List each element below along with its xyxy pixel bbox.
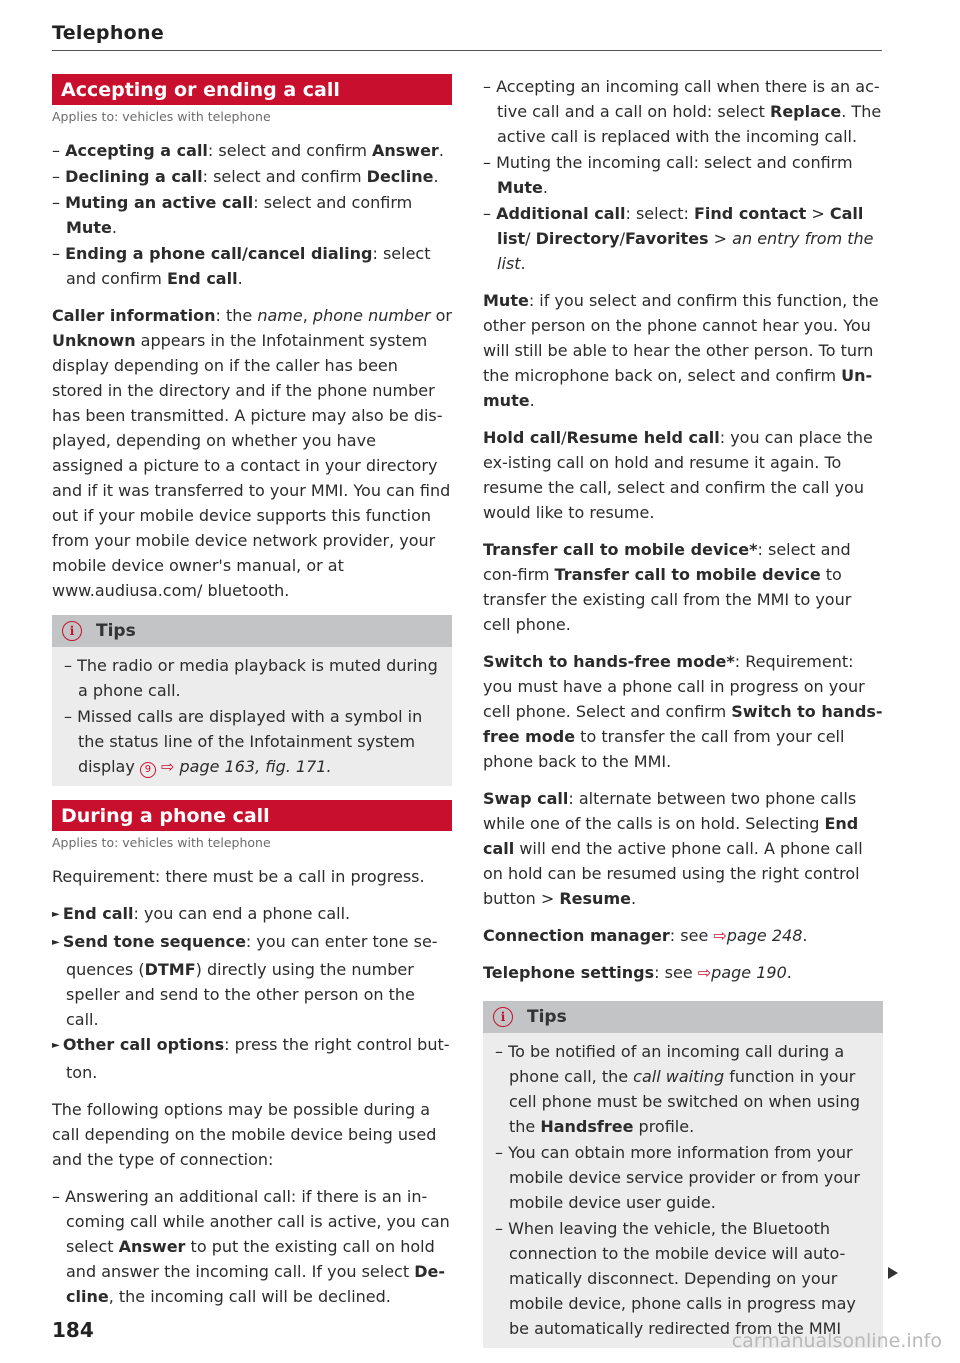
caller-information-paragraph: Caller information: the name, phone number or Unknown appears in the Infotainment system display depending on if the caller has been stored in the directory and if the phone number has been transmitted. A picture may also be dis-played, depending on whether you have assigned a picture to a contact in your directory and if it was transferred to your MMI. You can find out if your mobile device supports this function from your mobile device network provider, your mobile device owner's manual, or at www.audiusa.com/ bluetooth. <box>52 306 452 600</box>
page-ref-arrow-icon: ⇨ <box>713 926 727 945</box>
chapter-title: Telephone <box>52 22 165 44</box>
call-actions-list <box>52 138 452 291</box>
swap-call-paragraph: Swap call: alternate between two phone calls while one of the calls is on hold. Selecting End call will end the active phone call. A phone call on hold can be resumed using the right control button > Resume. <box>483 789 863 908</box>
section-heading-during-call: During a phone call <box>52 800 452 831</box>
tips-header <box>483 1001 883 1033</box>
requirement-text: Requirement: there must be a call in progress. <box>52 867 425 886</box>
tips-box <box>483 1001 883 1348</box>
page-ref-arrow-icon: ⇨ <box>697 963 712 982</box>
applies-to-note: Applies to: vehicles with telephone <box>52 835 271 850</box>
telephone-settings-paragraph: Telephone settings: see ⇨page 190. <box>483 963 792 982</box>
tips-title: Tips <box>96 621 136 641</box>
tips-body <box>52 647 452 786</box>
right-column <box>483 74 883 1362</box>
connection-manager-paragraph: Connection manager: see ⇨page 248. <box>483 926 808 945</box>
options-list-right <box>483 74 883 276</box>
list-item: – When leaving the vehicle, the Bluetooth connection to the mobile device will auto-matically disconnect. Depending on your mobile device, phone calls in progress may be automatically redirected from the MMI <box>495 1216 873 1341</box>
tips-list <box>64 653 442 779</box>
hands-free-paragraph: Switch to hands-free mode*: Requirement: you must have a phone call in progress on your cell phone. Select and confirm Switch to hands-free mode to transfer the call from your cell phone back to the MMI. <box>483 652 883 771</box>
page-reference[interactable]: page 163, fig. 171. <box>179 757 332 776</box>
during-call-steps <box>52 901 452 1085</box>
list-item: – Answering an additional call: if there is an in-coming call while another call is active, you can select Answer to put the existing call on hold and answer the incoming call. If you select De-cline, the incoming call will be declined. <box>52 1184 452 1309</box>
tips-list <box>495 1039 873 1341</box>
list-item: – Declining a call: select and confirm Decline. <box>52 164 452 189</box>
list-item: – Muting the incoming call: select and confirm Mute. <box>483 150 883 200</box>
page-header <box>52 22 882 51</box>
page-reference[interactable]: page 248 <box>726 926 803 945</box>
list-item: ► Other call options: press the right control but-ton. <box>52 1032 452 1085</box>
list-item: – Additional call: select: Find contact > Call list/ Directory/Favorites > an entry from the list. <box>483 201 883 276</box>
list-item: – To be notified of an incoming call during a phone call, the call waiting function in your cell phone must be switched on when using the Handsfree profile. <box>495 1039 873 1139</box>
page-reference[interactable]: page 190 <box>711 963 787 982</box>
watermark: carmanualsonline.info <box>731 1330 942 1352</box>
list-item: – The radio or media playback is muted during a phone call. <box>64 653 442 703</box>
tips-box <box>52 615 452 786</box>
list-item: – Accepting an incoming call when there is an ac-tive call and a call on hold: select Replace. The active call is replaced with the incoming call. <box>483 74 883 149</box>
section-heading-accepting: Accepting or ending a call <box>52 74 452 105</box>
list-item: – Ending a phone call/cancel dialing: select and confirm End call. <box>52 241 452 291</box>
tips-title: Tips <box>527 1007 567 1027</box>
list-item: – Missed calls are displayed with a symbol in the status line of the Infotainment system display 9 ⇨ page 163, fig. 171. <box>64 704 442 779</box>
page-ref-arrow-icon: ⇨ <box>161 757 175 776</box>
list-item: ► End call: you can end a phone call. <box>52 901 452 929</box>
applies-to-note: Applies to: vehicles with telephone <box>52 109 271 124</box>
list-item: ► Send tone sequence: you can enter tone se-quences (DTMF) directly using the number speller and send to the other person on the call. <box>52 929 452 1032</box>
options-list-left <box>52 1184 452 1309</box>
following-options-text: The following options may be possible during a call depending on the mobile device being used and the type of connection: <box>52 1100 437 1169</box>
info-icon: i <box>493 1007 513 1027</box>
tips-body <box>483 1033 883 1348</box>
transfer-call-paragraph: Transfer call to mobile device*: select and con-firm Transfer call to mobile device to transfer the existing call from the MMI to your cell phone. <box>483 540 852 634</box>
info-icon: i <box>62 621 82 641</box>
tips-header <box>52 615 452 647</box>
mute-paragraph: Mute: if you select and confirm this function, the other person on the phone cannot hear you. You will still be able to hear the other person. To turn the microphone back on, select and confirm Un-mute. <box>483 291 879 410</box>
continue-arrow-icon <box>888 1267 898 1279</box>
hold-call-paragraph: Hold call/Resume held call: you can place the ex-isting call on hold and resume it again. To resume the call, select and confirm the call you would like to resume. <box>483 428 873 522</box>
left-column <box>52 74 452 1321</box>
callout-marker: 9 <box>140 762 156 778</box>
list-item: – Accepting a call: select and confirm Answer. <box>52 138 452 163</box>
list-item: – Muting an active call: select and confirm Mute. <box>52 190 452 240</box>
list-item: – You can obtain more information from your mobile device service provider or from your mobile device user guide. <box>495 1140 873 1215</box>
page-number: 184 <box>52 1318 94 1342</box>
